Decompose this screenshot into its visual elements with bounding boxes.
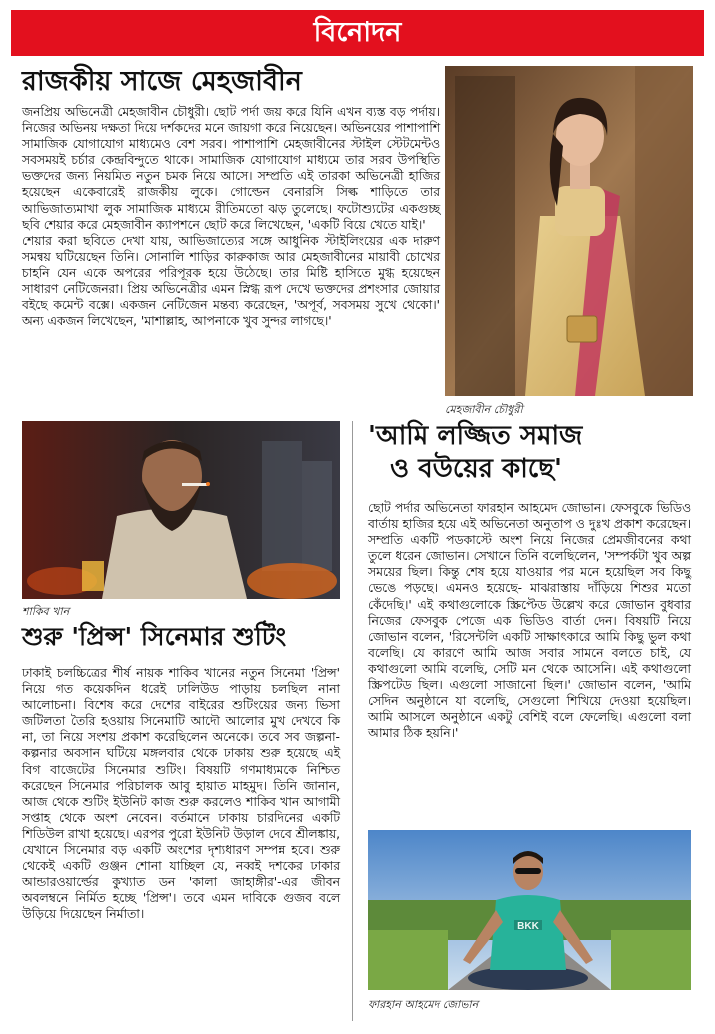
shakib-photo (22, 421, 340, 599)
shirt-text: BKK (517, 921, 539, 932)
article2-body (22, 665, 340, 1021)
column-divider (352, 421, 353, 1021)
mehazabien-photo (445, 66, 693, 396)
mehazabien-caption: মেহজাবীন চৌধুরী (445, 403, 523, 416)
jovan-illustration (368, 830, 691, 990)
section-title: বিনোদন (313, 17, 402, 48)
jovan-photo (368, 830, 691, 990)
article3-headline-line2: ও বউয়ের কাছে' (390, 453, 562, 484)
article2-headline: শুরু 'প্রিন্স' সিনেমার শুটিং (22, 622, 287, 651)
shakib-illustration (22, 421, 340, 599)
article3-paragraph: ছোট পর্দার অভিনেতা ফারহান আহমেদ জোভান। ফেসবুকে ভিডিও বার্তায় হাজির হয়ে এই অভিনেতা অনুতাপ ও দুঃখ প্রকাশ করেছেন। সম্প্রতি একটি পডকাস্টে অংশ নিয়ে নিজের প্রেমজীবনের কথা তুলে ধরেন জোভান। সেখানে তিনি বলেছিলেন, 'সম্পর্কটা খুব অল্প সময়ের ছিল। কিন্তু শেষ হয়ে যাওয়ার পর মনে হয়েছিল সব কিছু ভেঙে পড়ছে। এমনও হয়েছে- মাঝরাস্তায় দাঁড়িয়ে শিশুর মতো কেঁদেছি।' এই কথাগুলোকে স্ক্রিপ্টেড উল্লেখ করে জোভান বুধবার নিজের ফেসবুক পেজে এক ভিডিও বার্তা দেন। বিষয়টি নিয়ে জোভান বলেন, 'রিসেন্টলি একটি সাক্ষাৎকারে আমি কিছু ভুল কথা বলেছি। যে কারণে আমি আজ সবার সামনে বলতে চাই, যে কথাগুলো আমি বলেছি, সেটি মন থেকে আসেনি। এই কথাগুলো স্ক্রিপটেড ছিল। এগুলো সাজানো ছিল।' জোভান বলেন, 'আমি সেদিন অনুষ্ঠানে যা বলেছি, সেগুলো শিখিয়ে দেওয়া হয়েছিল। আমি আসলে অনুষ্ঠানে একটু বেশিই বলে ফেলেছি। এগুলো বলা আমার ঠিক হয়নি।' (368, 501, 691, 741)
article1-headline: রাজকীয় সাজে মেহজাবীন (22, 66, 302, 97)
article1-paragraph: শেয়ার করা ছবিতে দেখা যায়, আভিজাত্যের সঙ্গে আধুনিক স্টাইলিংয়ের এক দারুণ সমন্বয় ঘটিয়েছেন তিনি। সোনালি শাড়ির কারুকাজ আর মেহজাবীনের মায়াবী চোখের চাহনি যেন একে অপরের পরিপূরক হয়ে উঠেছে। তার মিষ্টি হাসিতে মুগ্ধ হয়েছেন সাধারণ নেটিজেনরা। প্রিয় অভিনেত্রীর এমন স্নিগ্ধ রূপ দেখে ভক্তদের প্রশংসার জোয়ার বইছে কমেন্ট বক্সে। একজন নেটিজেন মন্তব্য করেছেন, 'অপূর্ব, সবসময় সুখে থেকো।' অন্য একজন লিখেছেন, 'মাশাল্লাহ, আপনাকে খুব সুন্দর লাগছে।' (22, 233, 440, 329)
article2-paragraph: ঢাকাই চলচ্চিত্রের শীর্ষ নায়ক শাকিব খানের নতুন সিনেমা 'প্রিন্স' নিয়ে গত কয়েকদিন ধরেই ঢালিউড পাড়ায় চলছিল নানা আলোচনা। বিশেষ করে দেশের বাইরের শুটিংয়ের জন্য ভিসা জটিলতা তৈরি হওয়ায় সিনেমাটি আদৌ আলোর মুখ দেখবে কি না, তা নিয়ে সংশয় প্রকাশ করেছিলেন অনেকে। তবে সব জল্পনা-কল্পনার অবসান ঘটিয়ে মঙ্গলবার থেকে ঢাকায় শুরু হয়েছে এই বিগ বাজেটের সিনেমার শুটিং। বিষয়টি গণমাধ্যমকে নিশ্চিত করেছেন সিনেমার পরিচালক আবু হায়াত মাহমুদ। তিনি জানান, আজ থেকে শুটিং ইউনিট কাজ শুরু করলেও শাকিব খান আগামী সপ্তাহ থেকে অংশ নেবেন। বর্তমানে ঢাকায় চারদিনের একটি শিডিউল রাখা হয়েছে। এরপর পুরো ইউনিট উড়াল দেবে শ্রীলঙ্কায়, যেখানে সিনেমার বড় একটি অংশের দৃশ্যধারণ সম্পন্ন হবে। শুরু থেকেই একটি গুঞ্জন শোনা যাচ্ছিল যে, নব্বই দশকের ঢাকার আন্ডারওয়ার্ল্ডের কুখ্যাত ডন 'কালা জাহাঙ্গীর'-এর জীবন অবলম্বনে নির্মিত হচ্ছে 'প্রিন্স'। তবে এমন দাবিকে গুজব বলে উড়িয়ে দিয়েছেন নির্মাতা। (22, 666, 340, 922)
article3-body (368, 500, 691, 825)
mehazabien-illustration (445, 66, 693, 396)
article1-paragraph: জনপ্রিয় অভিনেত্রী মেহজাবীন চৌধুরী। ছোট পর্দা জয় করে যিনি এখন ব্যস্ত বড় পর্দায়। নিজের অভিনয় দক্ষতা দিয়ে দর্শকদের মনে জায়গা করে নিয়েছেন। অভিনয়ের পাশাপাশি সামাজিক যোগাযোগ মাধ্যমেও বেশ সরব। পাশাপাশি মেহজাবীনের স্টাইল স্টেটমেন্টও সবসময়ই চর্চার কেন্দ্রবিন্দুতে থাকে। সামাজিক যোগাযোগ মাধ্যমে তার সরব উপস্থিতি ভক্তদের জন্য নিয়মিত নতুন চমক নিয়ে আসে। সম্প্রতি এই তারকা অভিনেত্রী হাজির হয়েছেন একেবারেই রাজকীয় লুকে। গোল্ডেন বেনারসি সিল্ক শাড়িতে তার আভিজাত্যমাখা লুক সামাজিক মাধ্যমে রীতিমতো ঝড় তুলেছে। ফটোশ্যুটের একগুচ্ছ ছবি শেয়ার করে মেহজাবীন ক্যাপশনে ছোট করে লিখেছেন, 'একটি বিয়ে খেতে যাই।' (22, 105, 440, 232)
jovan-caption: ফারহান আহমেদ জোভান (368, 998, 479, 1011)
section-banner (11, 10, 704, 56)
article1-body (22, 104, 440, 416)
article3-headline-line1: 'আমি লজ্জিত সমাজ (368, 421, 583, 451)
shakib-caption: শাকিব খান (22, 605, 70, 618)
article3-headline (368, 420, 698, 485)
